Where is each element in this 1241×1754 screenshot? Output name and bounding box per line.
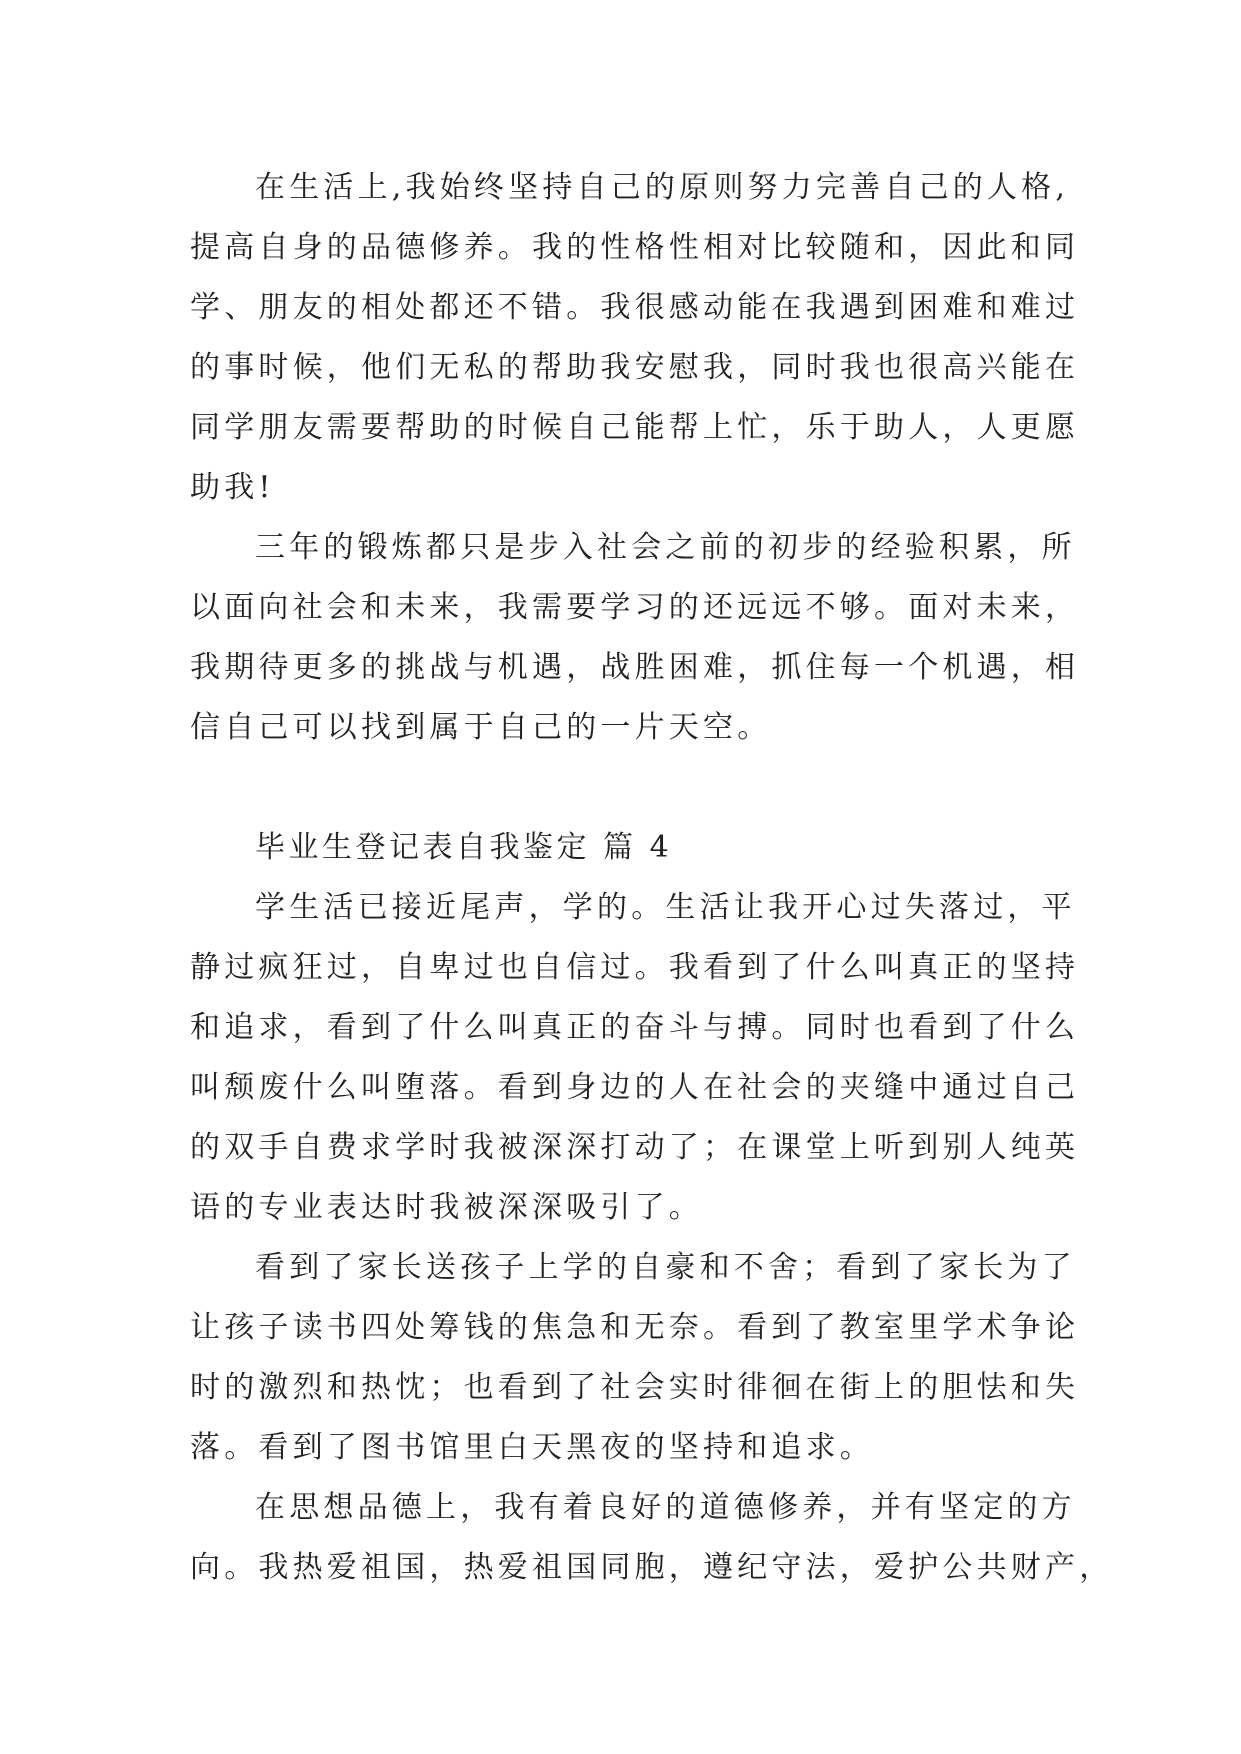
section-heading: 毕业生登记表自我鉴定 篇 4 — [255, 830, 673, 865]
paragraph-line: 和追求，看到了什么叫真正的奋斗与搏。同时也看到了什么 — [190, 1010, 1080, 1045]
paragraph-line: 叫颓废什么叫堕落。看到身边的人在社会的夹缝中通过自己 — [190, 1070, 1080, 1105]
paragraph-line: 看到了家长送孩子上学的自豪和不舍；看到了家长为了 — [255, 1250, 1076, 1285]
paragraph-line: 在思想品德上，我有着良好的道德修养，并有坚定的方 — [255, 1490, 1076, 1525]
paragraph-line: 语的专业表达时我被深深吸引了。 — [190, 1190, 703, 1225]
section-spacer — [190, 758, 1070, 818]
paragraph-student-life — [190, 878, 1080, 1238]
paragraph-line: 助我! — [190, 470, 275, 505]
paragraph-line: 学生活已接近尾声，学的。生活让我开心过失落过，平 — [255, 890, 1076, 925]
paragraph-morality — [190, 1478, 1114, 1598]
paragraph-line: 以面向社会和未来，我需要学习的还远远不够。面对未来， — [190, 590, 1080, 625]
paragraph-line: 三年的锻炼都只是步入社会之前的初步的经验积累，所 — [255, 530, 1076, 565]
paragraph-line: 在生活上,我始终坚持自己的原则努力完善自己的人格, — [255, 170, 1070, 205]
paragraph-line: 静过疯狂过，自卑过也自信过。我看到了什么叫真正的坚持 — [190, 950, 1080, 985]
paragraph-parents — [190, 1238, 1080, 1478]
paragraph-line: 向。我热爱祖国，热爱祖国同胞，遵纪守法，爱护公共财产， — [190, 1550, 1114, 1585]
paragraph-line: 的事时候，他们无私的帮助我安慰我，同时我也很高兴能在 — [190, 350, 1080, 385]
paragraph-line: 学、朋友的相处都还不错。我很感动能在我遇到困难和难过 — [190, 290, 1080, 325]
paragraph-life — [190, 158, 1080, 518]
paragraph-line: 我期待更多的挑战与机遇，战胜困难，抓住每一个机遇，相 — [190, 650, 1080, 685]
paragraph-training — [190, 518, 1080, 758]
paragraph-line: 落。看到了图书馆里白天黑夜的坚持和追求。 — [190, 1430, 874, 1465]
paragraph-line: 提高自身的品德修养。我的性格性相对比较随和，因此和同 — [190, 230, 1080, 265]
document-body — [190, 158, 1114, 1598]
paragraph-line: 信自己可以找到属于自己的一片天空。 — [190, 710, 772, 745]
paragraph-line: 让孩子读书四处筹钱的焦急和无奈。看到了教室里学术争论 — [190, 1310, 1080, 1345]
paragraph-line: 同学朋友需要帮助的时候自己能帮上忙，乐于助人，人更愿 — [190, 410, 1080, 445]
paragraph-line: 的双手自费求学时我被深深打动了；在课堂上听到别人纯英 — [190, 1130, 1080, 1165]
paragraph-line: 时的激烈和热忱；也看到了社会实时徘徊在街上的胆怯和失 — [190, 1370, 1080, 1405]
